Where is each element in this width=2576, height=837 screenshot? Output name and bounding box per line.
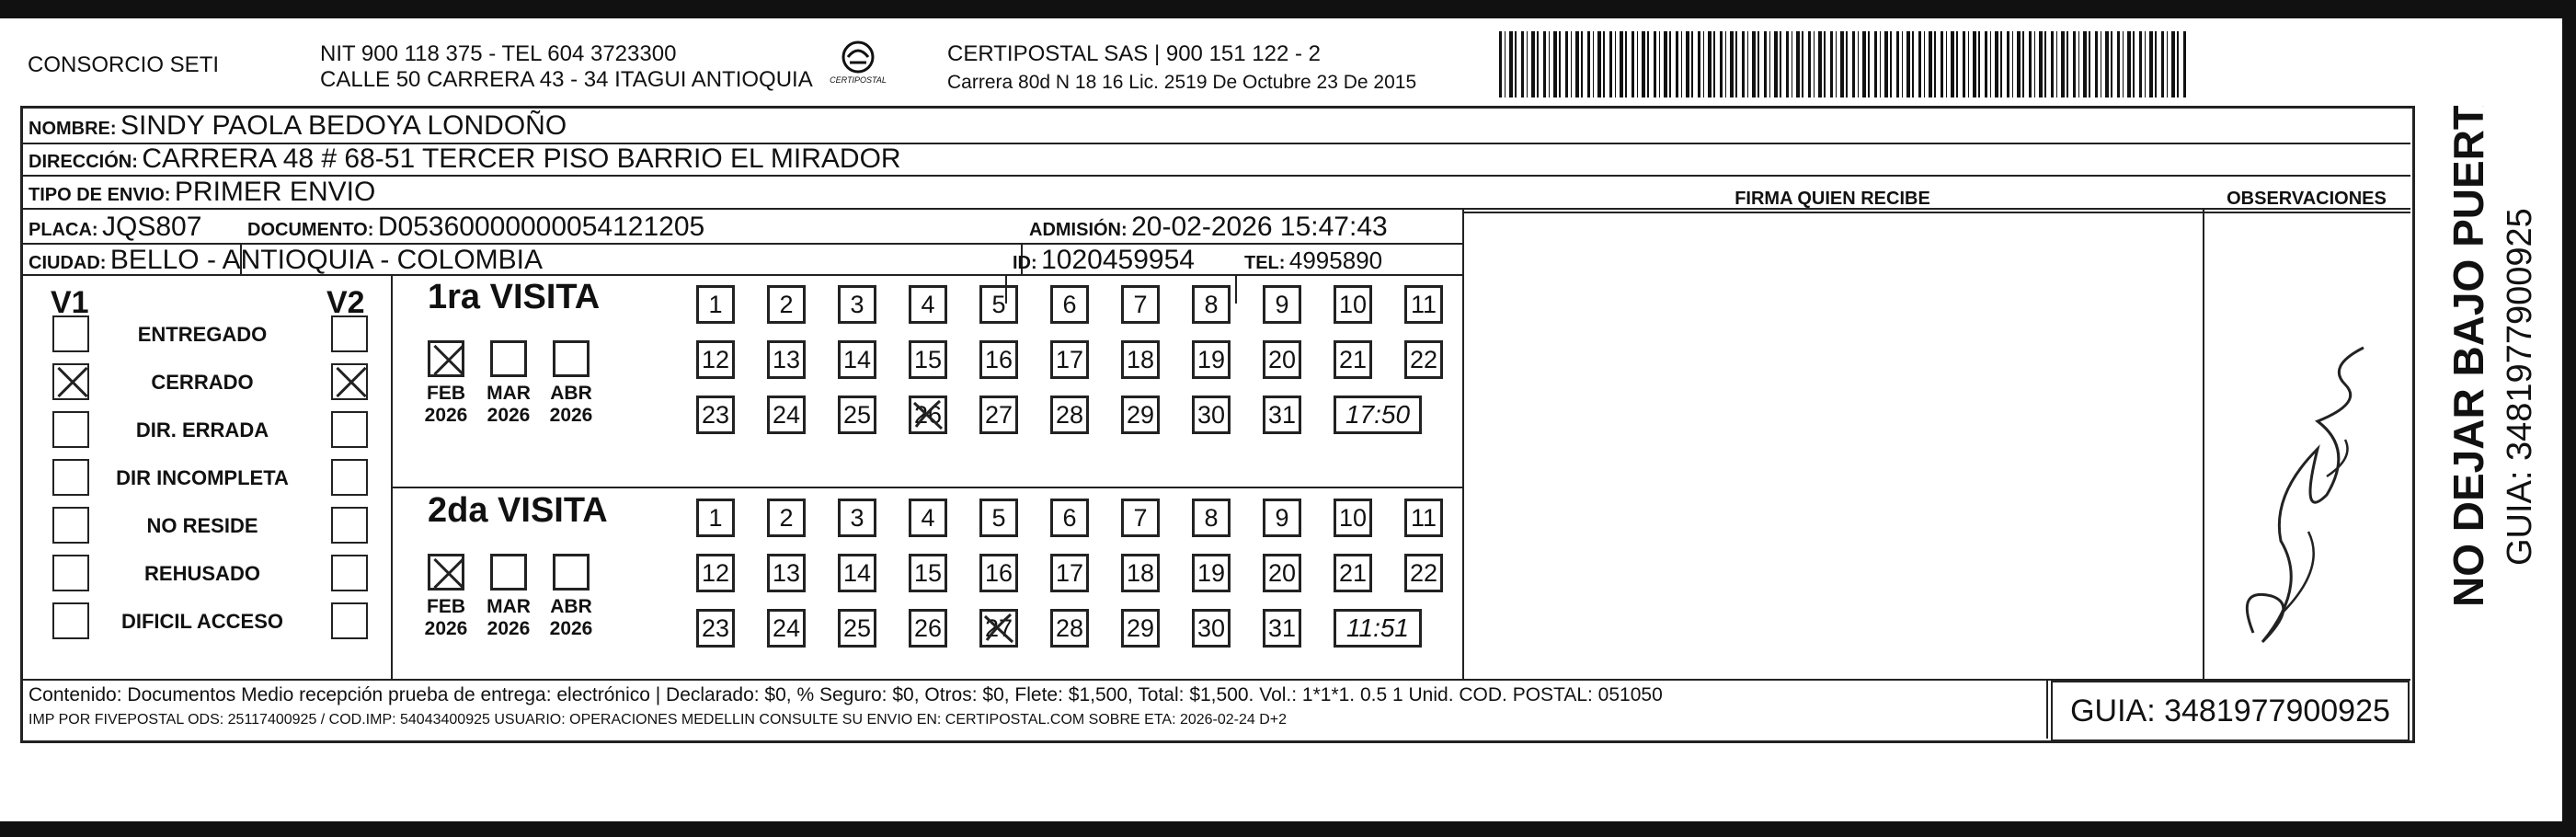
license-line: Carrera 80d N 18 16 Lic. 2519 De Octubre 23 De 2015 — [947, 72, 1417, 93]
month-label — [481, 383, 536, 427]
day-box[interactable]: 23 — [696, 609, 735, 648]
day-box[interactable]: 29 — [1121, 609, 1160, 648]
v2-label: V2 — [326, 285, 365, 320]
firma-header-divider — [1462, 212, 2203, 213]
day-box[interactable]: 7 — [1121, 499, 1160, 537]
status-label: ENTREGADO — [137, 323, 268, 346]
side-notice — [2428, 106, 2575, 740]
day-box[interactable]: 2 — [767, 499, 806, 537]
day-box[interactable]: 19 — [1192, 340, 1231, 379]
day-box[interactable]: 16 — [979, 554, 1018, 592]
column-divider — [1462, 208, 1464, 679]
visits-area — [391, 274, 1462, 679]
day-box[interactable]: 5 — [979, 499, 1018, 537]
day-box[interactable]: 27 — [979, 396, 1018, 434]
no-dejar-text: NO DEJAR BAJO PUERTA — [2444, 106, 2492, 607]
month-checkbox[interactable] — [490, 554, 527, 590]
month-name: ABR — [550, 596, 592, 617]
day-box[interactable]: 12 — [696, 340, 735, 379]
firma-header: FIRMA QUIEN RECIBE — [1735, 189, 1930, 209]
placa-value: JQS807 — [102, 212, 202, 242]
day-box[interactable]: 4 — [909, 285, 947, 324]
id-field — [1013, 245, 1195, 276]
month-name: MAR — [487, 383, 531, 404]
time-box[interactable]: 11:51 — [1334, 609, 1422, 648]
id-value: 1020459954 — [1041, 245, 1195, 275]
documento-label: DOCUMENTO: — [247, 220, 374, 240]
visit-title: 1ra VISITA — [428, 278, 601, 316]
day-box[interactable]: 26 — [909, 609, 947, 648]
month-checkbox[interactable] — [490, 340, 527, 377]
id-label: ID: — [1013, 253, 1037, 273]
logo-text: CERTIPOSTAL — [830, 75, 887, 85]
day-box[interactable]: 29 — [1121, 396, 1160, 434]
tel-label: TEL: — [1244, 253, 1286, 273]
day-box[interactable]: 8 — [1192, 285, 1231, 324]
nit-line: NIT 900 118 375 - TEL 604 3723300 — [320, 41, 677, 66]
footer-print-info: IMP POR FIVEPOSTAL ODS: 25117400925 / COD.IMP: 54043400925 USUARIO: OPERACIONES MEDELLIN CONSULTE SU ENVIO EN: CERTIPOSTAL.COM SOBRE ETA: 2026-02-24 D+2 — [29, 712, 1288, 728]
day-box[interactable]: 20 — [1263, 554, 1301, 592]
status-list — [23, 109, 391, 679]
column-divider — [2203, 208, 2204, 679]
month-year: 2026 — [424, 618, 468, 639]
documento-value: D05360000000054121205 — [377, 212, 705, 242]
v2-checkbox[interactable] — [331, 602, 368, 639]
day-box[interactable]: 27 — [979, 609, 1018, 648]
status-label: DIFICIL ACCESO — [120, 610, 283, 633]
cell-divider — [2046, 679, 2048, 739]
day-box[interactable]: 13 — [767, 340, 806, 379]
v2-checkbox[interactable] — [331, 363, 368, 400]
form-frame — [20, 106, 2415, 743]
status-label: REHUSADO — [144, 562, 260, 585]
day-box[interactable]: 7 — [1121, 285, 1160, 324]
observaciones-header: OBSERVACIONES — [2227, 189, 2387, 209]
day-box[interactable]: 4 — [909, 499, 947, 537]
address-line: CALLE 50 CARRERA 43 - 34 ITAGUI ANTIOQUIA — [320, 67, 813, 92]
tipo-label: TIPO DE ENVIO: — [29, 185, 171, 205]
month-checkbox[interactable] — [553, 340, 590, 377]
v2-checkbox[interactable] — [331, 459, 368, 496]
scan-bottom-edge — [0, 821, 2576, 837]
day-box[interactable]: 11 — [1404, 499, 1443, 537]
day-box[interactable]: 18 — [1121, 554, 1160, 592]
admision-value: 20-02-2026 15:47:43 — [1131, 212, 1388, 242]
status-label: DIR INCOMPLETA — [116, 466, 289, 489]
month-checkbox[interactable] — [428, 554, 464, 590]
time-box[interactable]: 17:50 — [1334, 396, 1422, 434]
v2-checkbox[interactable] — [331, 411, 368, 448]
day-box[interactable]: 20 — [1263, 340, 1301, 379]
day-box[interactable]: 24 — [767, 609, 806, 648]
status-label: CERRADO — [151, 371, 254, 394]
day-box[interactable]: 14 — [838, 554, 876, 592]
tipo-value: PRIMER ENVIO — [174, 177, 376, 207]
admision-label: ADMISIÓN: — [1029, 220, 1128, 240]
day-box[interactable]: 21 — [1334, 554, 1372, 592]
day-mark-icon — [909, 396, 947, 434]
nombre-label: NOMBRE: — [29, 119, 117, 139]
day-box[interactable]: 10 — [1334, 285, 1372, 324]
ciudad-label: CIUDAD: — [29, 253, 107, 273]
month-year: 2026 — [487, 618, 531, 639]
day-box[interactable]: 23 — [696, 396, 735, 434]
side-guia-text: GUIA: 3481977900925 — [2501, 208, 2539, 566]
day-box[interactable]: 17 — [1050, 554, 1089, 592]
day-box[interactable]: 25 — [838, 609, 876, 648]
company-name: CONSORCIO SETI — [28, 52, 220, 77]
day-box[interactable]: 3 — [838, 285, 876, 324]
month-year: 2026 — [487, 405, 531, 426]
day-box[interactable]: 30 — [1192, 396, 1231, 434]
admision-field — [1029, 212, 1388, 243]
status-label: DIR. ERRADA — [135, 418, 269, 441]
tel-field — [1244, 247, 1382, 275]
footer-content: Contenido: Documentos Medio recepción prueba de entrega: electrónico | Declarado: $0, % Seguro: $0, Otros: $0, Flete: $1,500, Total: $1,500. Vol.: 1*1*1. 0.5 1 Unid. COD. POSTAL: 051050 — [29, 684, 1663, 705]
month-checkbox[interactable] — [553, 554, 590, 590]
month-name: MAR — [487, 596, 531, 617]
certipostal-line: CERTIPOSTAL SAS | 900 151 122 - 2 — [947, 41, 1321, 66]
ciudad-value: BELLO - ANTIOQUIA - COLOMBIA — [109, 245, 544, 275]
day-box[interactable]: 18 — [1121, 340, 1160, 379]
tel-value: 4995890 — [1288, 247, 1383, 274]
scan-top-edge — [0, 0, 2576, 18]
day-box[interactable]: 2 — [767, 285, 806, 324]
day-box[interactable]: 10 — [1334, 499, 1372, 537]
month-year: 2026 — [549, 618, 593, 639]
month-year: 2026 — [424, 405, 468, 426]
obs-header-divider — [2203, 212, 2410, 213]
month-label — [481, 596, 536, 640]
day-box[interactable]: 19 — [1192, 554, 1231, 592]
day-box[interactable]: 21 — [1334, 340, 1372, 379]
day-box[interactable]: 5 — [979, 285, 1018, 324]
day-box[interactable]: 31 — [1263, 609, 1301, 648]
barcode — [1499, 31, 2189, 97]
direccion-label: DIRECCIÓN: — [29, 152, 138, 172]
day-box[interactable]: 25 — [838, 396, 876, 434]
guia-box: GUIA: 3481977900925 — [2051, 681, 2410, 741]
signature — [2216, 311, 2382, 660]
day-box[interactable]: 6 — [1050, 285, 1089, 324]
v2-checkbox[interactable] — [331, 507, 368, 544]
visit-title: 2da VISITA — [428, 491, 608, 530]
v1-label: V1 — [51, 285, 89, 320]
day-box[interactable]: 16 — [979, 340, 1018, 379]
day-box[interactable]: 24 — [767, 396, 806, 434]
day-box[interactable]: 15 — [909, 554, 947, 592]
day-box[interactable]: 30 — [1192, 609, 1231, 648]
day-box[interactable]: 28 — [1050, 609, 1089, 648]
day-box[interactable]: 12 — [696, 554, 735, 592]
certipostal-logo — [826, 37, 890, 97]
v2-checkbox[interactable] — [331, 555, 368, 591]
day-box[interactable]: 9 — [1263, 285, 1301, 324]
day-mark-icon — [979, 609, 1018, 648]
day-box[interactable]: 26 — [909, 396, 947, 434]
day-box[interactable]: 9 — [1263, 499, 1301, 537]
v2-checkbox[interactable] — [331, 315, 368, 352]
day-box[interactable]: 8 — [1192, 499, 1231, 537]
month-label — [544, 596, 599, 640]
day-box[interactable]: 3 — [838, 499, 876, 537]
day-box[interactable]: 6 — [1050, 499, 1089, 537]
month-checkbox[interactable] — [428, 340, 464, 377]
signature-icon — [2216, 311, 2382, 660]
status-label: NO RESIDE — [146, 514, 258, 537]
side-notice-graphic — [2428, 106, 2575, 740]
day-box[interactable]: 22 — [1404, 340, 1443, 379]
day-box[interactable]: 28 — [1050, 396, 1089, 434]
month-label — [544, 383, 599, 427]
day-box[interactable]: 31 — [1263, 396, 1301, 434]
direccion-value: CARRERA 48 # 68-51 TERCER PISO BARRIO EL MIRADOR — [142, 143, 901, 174]
day-box[interactable]: 22 — [1404, 554, 1443, 592]
month-label — [418, 383, 474, 427]
day-box[interactable]: 17 — [1050, 340, 1089, 379]
day-box[interactable]: 15 — [909, 340, 947, 379]
day-box[interactable]: 11 — [1404, 285, 1443, 324]
month-label — [418, 596, 474, 640]
placa-label: PLACA: — [29, 220, 98, 240]
day-box[interactable]: 1 — [696, 499, 735, 537]
month-name: FEB — [427, 596, 465, 617]
nombre-value: SINDY PAOLA BEDOYA LONDOÑO — [120, 110, 567, 141]
day-box[interactable]: 14 — [838, 340, 876, 379]
month-name: ABR — [550, 383, 592, 404]
day-box[interactable]: 1 — [696, 285, 735, 324]
logo-icon — [826, 37, 890, 97]
month-year: 2026 — [549, 405, 593, 426]
month-name: FEB — [427, 383, 465, 404]
day-box[interactable]: 13 — [767, 554, 806, 592]
